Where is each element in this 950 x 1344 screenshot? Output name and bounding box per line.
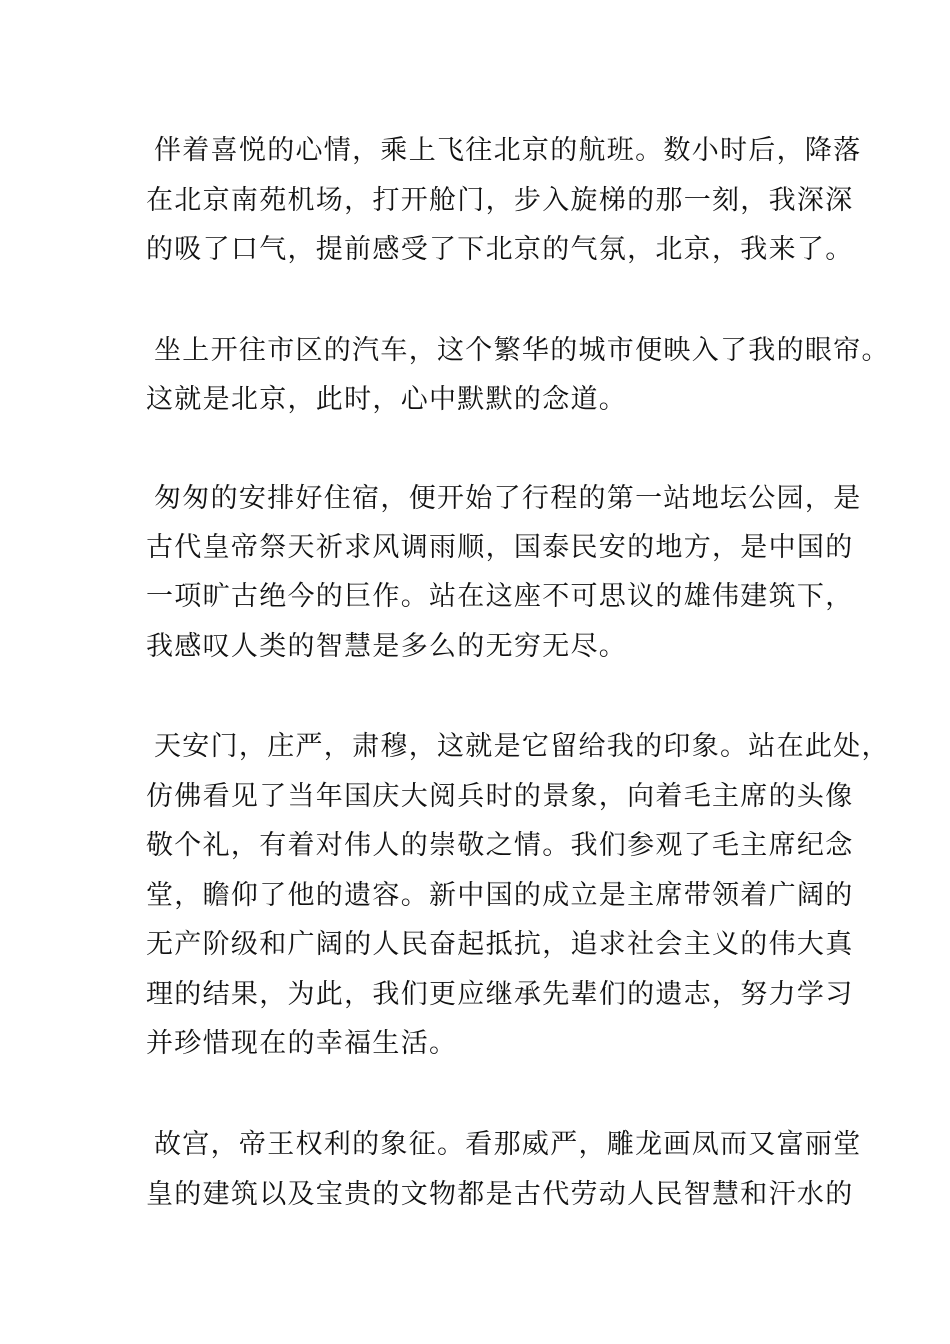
paragraph-line: 仿佛看见了当年国庆大阅兵时的景象，向着毛主席的头像 xyxy=(146,781,854,812)
paragraph-line: 这就是北京，此时，心中默默的念道。 xyxy=(146,384,628,415)
paragraph-line: 天安门，庄严，肃穆，这就是它留给我的印象。站在此处， xyxy=(154,731,890,762)
paragraph-line: 匆匆的安排好住宿，便开始了行程的第一站地坛公园，是 xyxy=(154,483,862,514)
paragraph-line: 古代皇帝祭天祈求风调雨顺，国泰民安的地方，是中国的 xyxy=(146,532,854,563)
paragraph-line: 伴着喜悦的心情，乘上飞往北京的航班。数小时后，降落 xyxy=(154,135,862,166)
paragraph-line: 一项旷古绝今的巨作。站在这座不可思议的雄伟建筑下， xyxy=(146,581,854,612)
paragraph-line: 在北京南苑机场，打开舱门，步入旋梯的那一刻，我深深 xyxy=(146,185,854,216)
paragraph-line: 无产阶级和广阔的人民奋起抵抗，追求社会主义的伟大真 xyxy=(146,929,854,960)
paragraph-line: 坐上开往市区的汽车，这个繁华的城市便映入了我的眼帘。 xyxy=(154,335,890,366)
paragraph-line: 的吸了口气，提前感受了下北京的气氛，北京，我来了。 xyxy=(146,234,854,265)
paragraph-line: 堂，瞻仰了他的遗容。新中国的成立是主席带领着广阔的 xyxy=(146,880,854,911)
paragraph-line: 并珍惜现在的幸福生活。 xyxy=(146,1028,458,1059)
paragraph-line: 我感叹人类的智慧是多么的无穷无尽。 xyxy=(146,631,628,662)
paragraph-line: 皇的建筑以及宝贵的文物都是古代劳动人民智慧和汗水的 xyxy=(146,1179,854,1210)
paragraph-line: 故宫，帝王权利的象征。看那威严，雕龙画凤而又富丽堂 xyxy=(154,1129,862,1160)
paragraph-line: 理的结果，为此，我们更应继承先辈们的遗志，努力学习 xyxy=(146,979,854,1010)
paragraph-line: 敬个礼，有着对伟人的崇敬之情。我们参观了毛主席纪念 xyxy=(146,830,854,861)
